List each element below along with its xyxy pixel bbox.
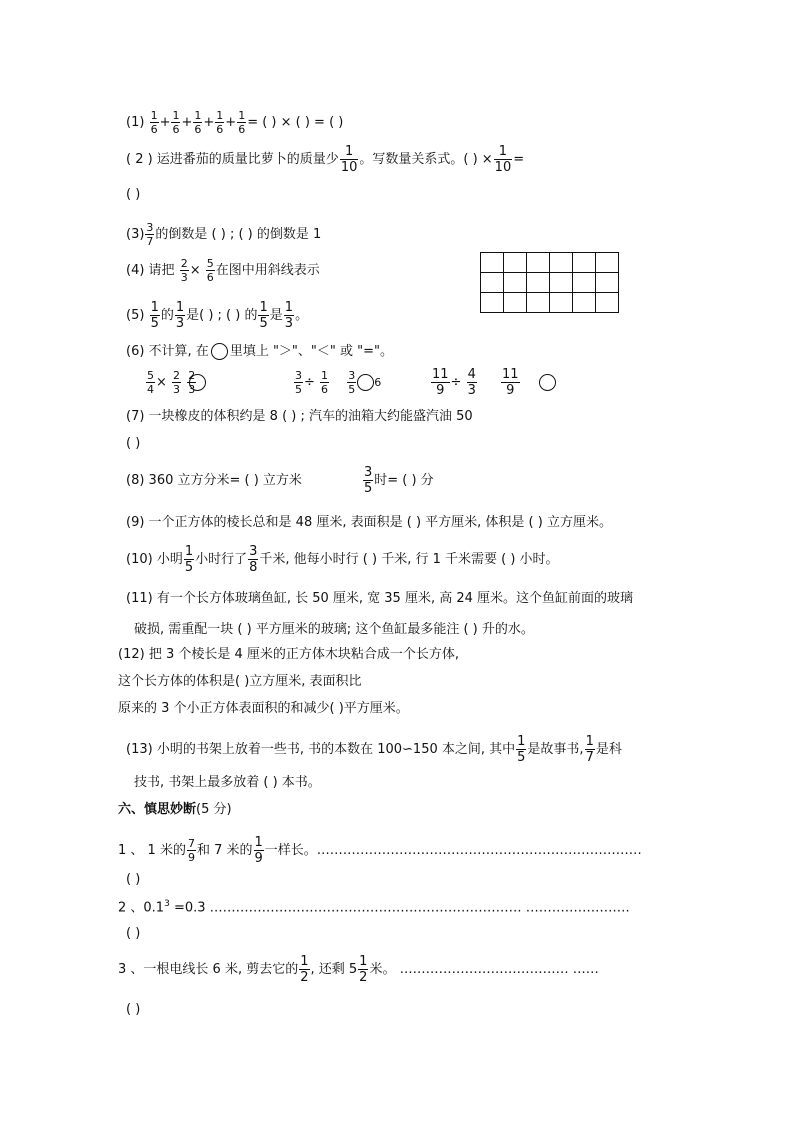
question-5: (5) $\frac{1}{5}$ 的 $\frac{1}{3}$ 是( ) ; ( ) 的 $\frac{1}{5}$ 是 $\frac{1}{3}$ 。 xyxy=(126,300,309,331)
compare-circle[interactable] xyxy=(189,374,206,391)
fraction: $\frac{1}{6}$ xyxy=(194,109,202,136)
judge-1-answer[interactable]: ( ) xyxy=(126,872,141,887)
compare-circle[interactable] xyxy=(211,343,228,360)
fraction: $\frac{3}{5}$ xyxy=(348,369,356,396)
compare-circle[interactable] xyxy=(357,374,374,391)
fraction: $\frac{1}{6}$ xyxy=(238,109,246,136)
fraction: $\frac{1}{6}$ xyxy=(150,109,158,136)
fraction: $\frac{1}{5}$ xyxy=(184,544,194,575)
question-11: (11) 有一个长方体玻璃鱼缸, 长 50 厘米, 宽 35 厘米, 高 24 厘米。这个鱼缸前面的玻璃 xyxy=(126,591,634,606)
fraction: $\frac{1}{6}$ xyxy=(321,369,329,396)
fraction: $\frac{4}{3}$ xyxy=(467,367,476,398)
question-12-cont-1: 这个长方体的体积是( )立方厘米, 表面积比 xyxy=(118,674,362,689)
fraction: $\frac{2}{3}$ xyxy=(173,369,181,396)
fraction: $\frac{5}{4}$ xyxy=(147,369,154,396)
fraction: $\frac{1}{5}$ xyxy=(150,300,159,331)
question-11-cont: 破损, 需重配一块 ( ) 平方厘米的玻璃; 这个鱼缸最多能注 ( ) 升的水。 xyxy=(134,622,534,637)
question-13: (13) 小明的书架上放着一些书, 书的本数在 100∽150 本之间, 其中 $\frac{1}{5}$ 是故事书, $\frac{1}{7}$ 是科 xyxy=(126,734,622,765)
fraction: $\frac{1}{9}$ xyxy=(254,835,263,866)
judge-1: 1 、 1 米的 $\frac{7}{9}$ 和 7 米的 $\frac{1}{9}$ 一样长。………………………………………………………………… xyxy=(118,835,642,866)
question-6-expr-3: $\frac{11}{9}$ ÷ $\frac{4}{3}$ $\frac{11}{9}$ xyxy=(430,368,556,397)
fraction: $\frac{3}{5}$ xyxy=(363,465,373,496)
fraction: $\frac{1}{6}$ xyxy=(216,109,224,136)
fraction: $\frac{1}{3}$ xyxy=(175,300,185,331)
section-heading: 六、慎思妙断(5 分) xyxy=(118,802,232,817)
fraction: $\frac{1}{7}$ xyxy=(585,734,594,765)
fraction: $\frac{1}{10}$ xyxy=(340,144,358,175)
compare-circle[interactable] xyxy=(539,374,556,391)
question-13-cont: 技书, 书架上最多放着 ( ) 本书。 xyxy=(134,775,321,790)
fraction: $\frac{1}{5}$ xyxy=(517,734,526,765)
fraction: $\frac{1}{10}$ xyxy=(494,144,512,175)
question-4: (4) 请把 $\frac{2}{3}$ × $\frac{5}{6}$ 在图中用斜线表示 xyxy=(126,257,320,284)
question-7-answer: ( ) xyxy=(126,436,141,451)
fraction: $\frac{7}{9}$ xyxy=(187,837,195,864)
question-6: (6) 不计算, 在 里填上 "＞"、"＜" 或 "="。 xyxy=(126,344,393,359)
judge-2: 2 、$0.1^3 =0.3$ ……………………………………………………………… …………………… xyxy=(118,899,630,916)
question-1: (1) $\frac{1}{6}$ + $\frac{1}{6}$ + $\frac{1}{6}$ + $\frac{1}{6}$ + $\frac{1}{6}$ = ( ) × ( ) = ( ) xyxy=(126,109,344,136)
fraction: $\frac{2}{3}$ xyxy=(188,369,196,396)
judge-3-answer[interactable]: ( ) xyxy=(126,1002,141,1017)
question-9: (9) 一个正方体的棱长总和是 48 厘米, 表面积是 ( ) 平方厘米, 体积是 ( ) 立方厘米。 xyxy=(126,515,612,530)
question-8: (8) 360 立方分米= ( ) 立方米 $\frac{3}{5}$ 时= ( ) 分 xyxy=(126,465,434,496)
fraction: $\frac{1}{5}$ xyxy=(259,300,268,331)
question-6-expr-2: $\frac{3}{5}$ ÷ $\frac{1}{6}$ $\frac{3}{5}$ 6 xyxy=(295,369,382,396)
question-2: ( 2 ) 运进番茄的质量比萝卜的质量少 $\frac{1}{10}$ 。写数量关系式。( ) × $\frac{1}{10}$ = xyxy=(126,144,525,175)
question-12-cont-2: 原来的 3 个小正方体表面积的和减少( )平方厘米。 xyxy=(118,701,409,716)
question-10: (10) 小明 $\frac{1}{5}$ 小时行了 $\frac{3}{8}$ 千米, 他每小时行 ( ) 千米, 行 1 千米需要 ( ) 小时。 xyxy=(126,544,559,575)
fraction: $\frac{3}{7}$ xyxy=(146,221,154,248)
fraction: $\frac{1}{6}$ xyxy=(172,109,180,136)
question-7: (7) 一块橡皮的体积约是 8 ( ) ; 汽车的油箱大约能盛汽油 50 xyxy=(126,409,473,424)
fraction: $\frac{3}{5}$ xyxy=(295,369,302,396)
fraction: $\frac{2}{3}$ xyxy=(180,257,188,284)
fraction: $\frac{11}{9}$ xyxy=(502,367,519,398)
fraction: $\frac{1}{2}$ xyxy=(359,954,368,985)
fraction: $\frac{1}{3}$ xyxy=(284,300,294,331)
fraction: $\frac{1}{2}$ xyxy=(300,954,309,985)
question-6-expr-1: $\frac{5}{4}$ × $\frac{2}{3}$ $\frac{2}{3}$ xyxy=(145,370,206,395)
question-3: (3) $\frac{3}{7}$ 的倒数是 ( ) ; ( ) 的倒数是 1 xyxy=(126,221,322,248)
shading-grid xyxy=(480,252,619,313)
question-12: (12) 把 3 个棱长是 4 厘米的正方体木块粘合成一个长方体, xyxy=(118,647,460,662)
judge-2-answer[interactable]: ( ) xyxy=(126,926,141,941)
fraction: $\frac{3}{8}$ xyxy=(249,544,258,575)
question-2-answer: ( ) xyxy=(126,187,141,202)
judge-3: 3 、一根电线长 6 米, 剪去它的 $\frac{1}{2}$ , 还剩 5 $\frac{1}{2}$ 米。 ………………………………… …… xyxy=(118,954,599,985)
fraction: $\frac{5}{6}$ xyxy=(206,257,214,284)
fraction: $\frac{11}{9}$ xyxy=(432,367,449,398)
